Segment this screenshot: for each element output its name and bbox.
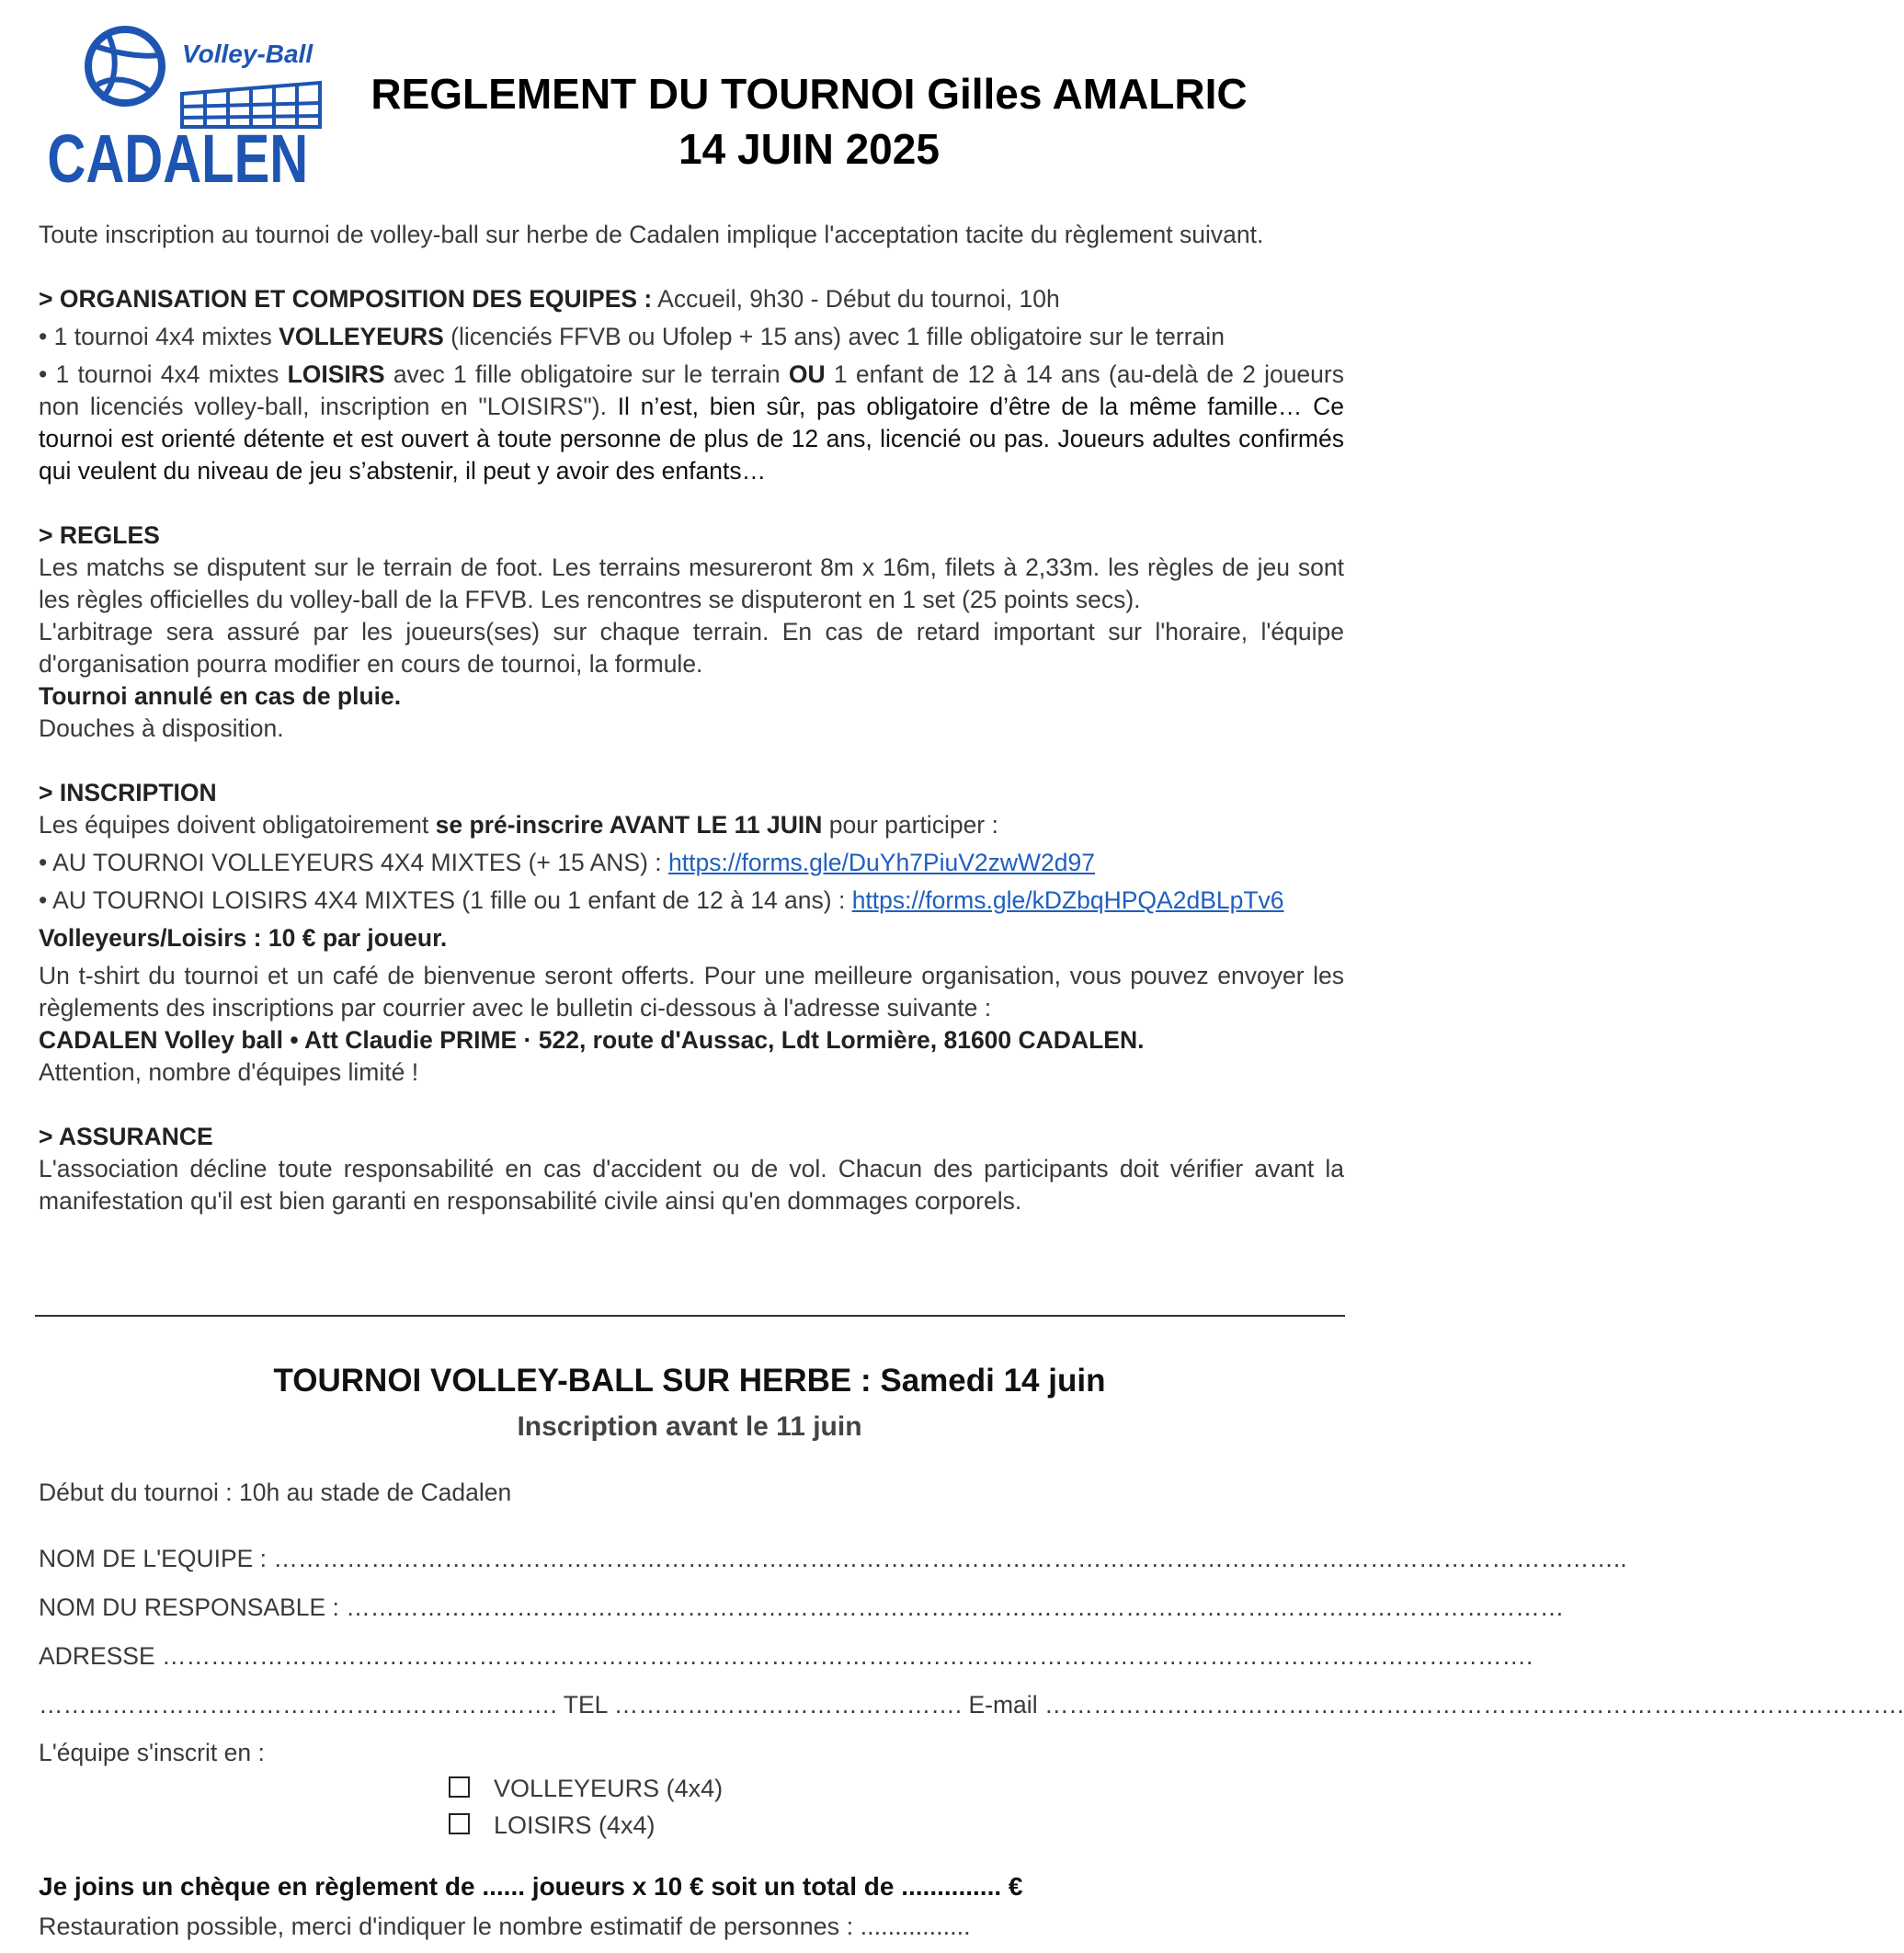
- address-field[interactable]: [39, 1642, 1533, 1671]
- address-label: ADRESSE: [39, 1642, 163, 1670]
- regles-paragraph-1: Les matchs se disputent sur le terrain de foot. Les terrains mesureront 8m x 16m, filets à 2,33m. les règles de jeu sont les règles officielles du volley-ball de la FFVB. Les rencontres se disputeront en 1 set (25 points secs).: [39, 554, 1344, 613]
- team-name-field[interactable]: [39, 1545, 1627, 1573]
- responsible-name-label: NOM DU RESPONSABLE :: [39, 1593, 347, 1621]
- organisation-heading-rest: Accueil, 9h30 - Début du tournoi, 10h: [652, 285, 1060, 313]
- inscription-bullet-loisirs: [39, 885, 1344, 917]
- bullet-text: avec 1 fille obligatoire sur le terrain: [384, 360, 789, 388]
- logo-cadalen-text: CADALEN: [47, 120, 309, 198]
- inscription-text: pour participer :: [822, 811, 998, 839]
- option-loisirs[interactable]: [449, 1811, 656, 1840]
- cadalen-logo: [44, 18, 338, 198]
- volleyeurs-form-link[interactable]: https://forms.gle/DuYh7PiuV2zwW2d97: [668, 849, 1095, 876]
- inscription-heading: > INSCRIPTION: [39, 779, 217, 806]
- contact-row[interactable]: [39, 1691, 1904, 1719]
- inscription-paragraph: Un t-shirt du tournoi et un café de bienvenue seront offerts. Pour une meilleure organisation, vous pouvez envoyer les règlements des inscriptions par courrier avec le bulletin ci-dessous à l'adresse suivante :: [39, 962, 1344, 1022]
- assurance-paragraph: L'association décline toute responsabilité en cas d'accident ou de vol. Chacun des participants doit vérifier avant la manifestation qu'il est bien garanti en responsabilité civile ainsi qu'en dommages corporels.: [39, 1155, 1344, 1215]
- bullet-text: (licenciés FFVB ou Ufolep + 15 ans) avec 1 fille obligatoire sur le terrain: [443, 323, 1225, 350]
- bullet-bold: LOISIRS: [287, 360, 385, 388]
- price-line: Volleyeurs/Loisirs : 10 € par joueur.: [39, 924, 448, 952]
- inscription-deadline: se pré-inscrire AVANT LE 11 JUIN: [435, 811, 823, 839]
- inscription-bullet-volleyeurs: [39, 847, 1344, 879]
- catering-line: Restauration possible, merci d'indiquer le nombre estimatif de personnes : ................: [39, 1913, 971, 1940]
- email-label: E-mail: [962, 1691, 1044, 1719]
- rules-body: [39, 219, 1344, 1217]
- logo-volleyball-text: Volley-Ball: [182, 40, 314, 68]
- option-volleyeurs[interactable]: [449, 1775, 723, 1803]
- email-dots: …………………………………………………………………………………………….: [1043, 1691, 1904, 1719]
- regles-paragraph-2: L'arbitrage sera assuré par les joueurs(ses) sur chaque terrain. En cas de retard important sur l'horaire, l'équipe d'organisation pourra modifier en cours de tournoi, la formule.: [39, 618, 1344, 678]
- regles-paragraph-3: Douches à disposition.: [39, 714, 284, 742]
- tel-dots: …………………………………….: [613, 1691, 963, 1719]
- regles-heading: > REGLES: [39, 521, 160, 549]
- organisation-heading-line: [39, 283, 1344, 315]
- bullet-bold: VOLLEYEURS: [279, 323, 444, 350]
- mailing-address: CADALEN Volley ball • Att Claudie PRIME · 522, route d'Aussac, Ldt Lormière, 81600 CADALEN.: [39, 1026, 1145, 1054]
- organisation-heading: > ORGANISATION ET COMPOSITION DES EQUIPES :: [39, 285, 653, 313]
- bullet-text: • 1 tournoi 4x4 mixtes: [39, 360, 288, 388]
- option-loisirs-label: LOISIRS (4x4): [494, 1811, 656, 1839]
- organisation-bullet-loisirs: [39, 359, 1344, 487]
- checkbox-icon[interactable]: [449, 1813, 470, 1834]
- form-subtitle: Inscription avant le 11 juin: [517, 1411, 862, 1442]
- organisation-bullet-volleyeurs: [39, 321, 1344, 353]
- section-divider: [35, 1315, 1345, 1317]
- assurance-heading: > ASSURANCE: [39, 1123, 213, 1150]
- regles-rain-notice: Tournoi annulé en cas de pluie.: [39, 682, 402, 710]
- address-dots: …………………………………………………………………………………………………………………………………………………….: [162, 1642, 1533, 1670]
- team-name-dots: …………………………………………………………………………………………………………………………………………………..: [273, 1545, 1627, 1572]
- inscription-line: [39, 809, 1344, 841]
- address-continued-dots: ……………………………………………………….: [39, 1691, 557, 1719]
- responsible-name-field[interactable]: [39, 1593, 1564, 1622]
- intro-paragraph: Toute inscription au tournoi de volley-ball sur herbe de Cadalen implique l'acceptation tacite du règlement suivant.: [39, 221, 1264, 248]
- bullet-text: 1 enfant de 12 à 14 ans (au-delà de 2 joueurs non licenciés volley-ball, inscription en "LOISIRS").: [39, 360, 1344, 420]
- form-title: TOURNOI VOLLEY-BALL SUR HERBE : Samedi 14 juin: [273, 1363, 1106, 1399]
- inscription-text: Les équipes doivent obligatoirement: [39, 811, 436, 839]
- team-category-label: L'équipe s'inscrit en :: [39, 1739, 265, 1766]
- form-start-info: Début du tournoi : 10h au stade de Cadalen: [39, 1479, 512, 1506]
- page-title: REGLEMENT DU TOURNOI Gilles AMALRIC: [371, 70, 1248, 118]
- inscription-bullet-text: • AU TOURNOI LOISIRS 4X4 MIXTES (1 fille ou 1 enfant de 12 à 14 ans) :: [39, 886, 852, 914]
- responsible-name-dots: ……………………………………………………………………………………………………………………………………: [346, 1593, 1565, 1621]
- option-volleyeurs-label: VOLLEYEURS (4x4): [494, 1775, 724, 1802]
- loisirs-form-link[interactable]: https://forms.gle/kDZbqHPQA2dBLpTv6: [851, 886, 1284, 914]
- inscription-bullet-text: • AU TOURNOI VOLLEYEURS 4X4 MIXTES (+ 15 ANS) :: [39, 849, 669, 876]
- bullet-bold: OU: [788, 360, 826, 388]
- team-name-label: NOM DE L'EQUIPE :: [39, 1545, 274, 1572]
- bullet-text-dark: Il n’est, bien sûr, pas obligatoire d’être de la même famille… Ce tournoi est orienté détente et est ouvert à toute personne de plus de 12 ans, licencié ou pas. Joueurs adultes confirmés qui veulent du niveau de jeu s’abstenir, il peut y avoir des enfants…: [39, 393, 1344, 485]
- volleyball-icon: [88, 29, 162, 103]
- bullet-text: • 1 tournoi 4x4 mixtes: [39, 323, 279, 350]
- checkbox-icon[interactable]: [449, 1776, 470, 1798]
- limited-teams-notice: Attention, nombre d'équipes limité !: [39, 1058, 419, 1086]
- tel-label: TEL: [556, 1691, 614, 1719]
- page-date: 14 JUIN 2025: [678, 125, 940, 173]
- cheque-line: Je joins un chèque en règlement de ...... joueurs x 10 € soit un total de .............. €: [39, 1872, 1023, 1901]
